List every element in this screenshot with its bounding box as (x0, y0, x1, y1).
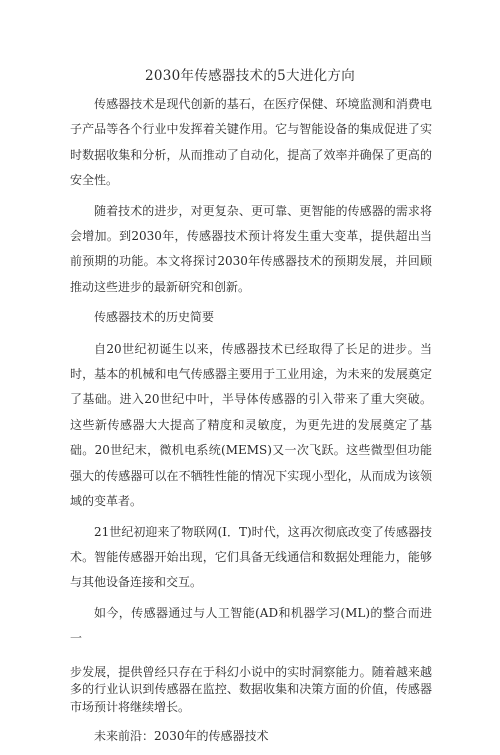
document-body (70, 92, 432, 755)
paragraph-intro: 传感器技术是现代创新的基石，在医疗保健、环境监测和消费电子产品等各个行业中发挥着关键作用。它与智能设备的集成促进了实时数据收集和分析，从而推动了自动化，提高了效率并确保了更高的安全性。 (70, 97, 432, 188)
paragraph-ai-continued: 步发展，提供曾经只存在于科幻小说中的实时洞察能力。随着越来越多的行业认识到传感器在监控、数据收集和决策方面的价值，传感器市场预计将继续增长。 (70, 664, 432, 714)
section-heading-history: 传感器技术的历史简要 (94, 310, 215, 325)
paragraph-history: 自20世纪初诞生以来，传感器技术已经取得了长足的进步。当时，基本的机械和电气传感器主要用于工业用途，为未来的发展奠定了基础。进入20世纪中叶，半导体传感器的引入带来了重大突破。这些新传感器大大提高了精度和灵敏度，为更先进的发展奠定了基础。20世纪末，微机电系统(MEMS)又一次飞跃。这些微型但功能强大的传感器可以在不牺牲性能的情况下实现小型化，从而成为该领域的变革者。 (70, 341, 432, 509)
paragraph-iot: 21世纪初迎来了物联网(I．T)时代，这再次彻底改变了传感器技术。智能传感器开始出现，它们具备无线通信和数据处理能力，能够与其他设备连接和交互。 (70, 524, 432, 590)
document-title: 2030年传感器技术的5大进化方向 (144, 68, 356, 84)
paragraph-outlook: 随着技术的进步，对更复杂、更可靠、更智能的传感器的需求将会增加。到2030年，传感器技术预计将发生重大变革，提供超出当前预期的功能。本文将探讨2030年传感器技术的预期发展，并回顾推动这些进步的最新研究和创新。 (70, 203, 432, 294)
section-heading-future: 未来前沿：2030年的传感器技术 (94, 729, 269, 744)
paragraph-ai-start: 如今，传感器通过与人工智能(AD和机器学习(ML)的整合而进一 (70, 605, 432, 646)
